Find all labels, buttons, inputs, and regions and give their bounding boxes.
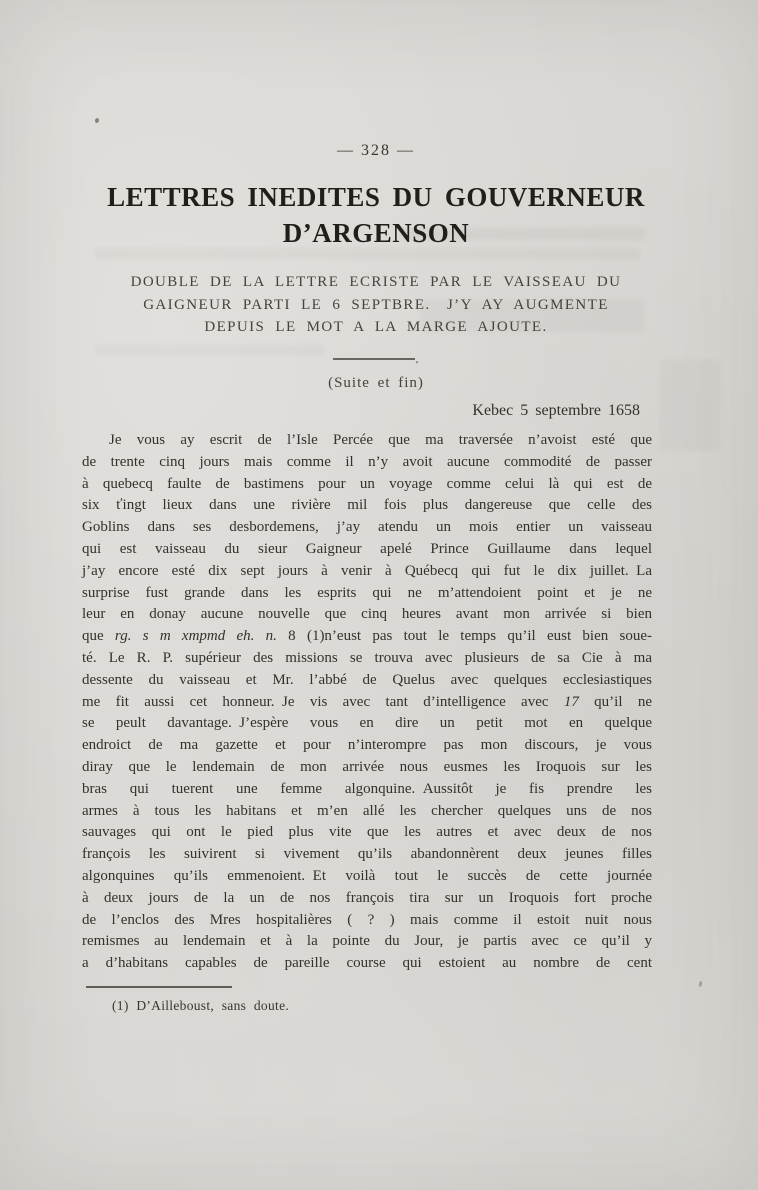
body-line: Goblins dans ses desbordemens, j’ay atendu un mois entier un vaisseau xyxy=(82,519,652,536)
body-line: que rg. s m xmpmd eh. n. 8 (1)n’eust pas tout le temps qu’il eust bien soue- xyxy=(82,628,652,645)
divider-rule xyxy=(333,358,415,360)
article-title xyxy=(91,179,661,251)
article-title-line1: LETTRES INEDITES DU GOUVERNEUR xyxy=(107,182,645,212)
body-line: françois les suivirent si vivement qu’ils abandonnèrent deux jeunes filles xyxy=(82,846,652,863)
body-line: bras qui tuerent une femme algonquine. Aussitôt je fis prendre les xyxy=(82,780,652,797)
bleedthrough-artifact xyxy=(660,360,720,450)
letter-heading-line2: GAIGNEUR PARTI LE 6 SEPTBRE. J’Y AY AUGMENTE xyxy=(143,296,609,313)
letter-body xyxy=(82,430,652,975)
body-line: Je vous ay escrit de l’Isle Percée que ma traversée n’avoist esté que xyxy=(109,432,652,448)
article-title-line2: D’ARGENSON xyxy=(282,218,470,248)
body-line: remismes au lendemain et à la pointe du Jour, je partis avec ce qu’il y xyxy=(82,933,652,950)
page-number: — 328 — xyxy=(337,142,415,159)
letter-heading xyxy=(91,271,661,339)
body-line: endroict de ma gazette et pour n’interompre pas mon discours, je vous xyxy=(82,737,652,754)
body-line: leur en donay aucune nouvelle que cinq heures avant mon arrivée si bien xyxy=(82,606,652,623)
continuation-note: (Suite et fin) xyxy=(328,375,424,391)
body-line: té. Le R. P. supérieur des missions se trouva avec plusieurs de sa Cie à ma xyxy=(82,649,652,666)
dateline: Kebec 5 septembre 1658 xyxy=(472,402,640,419)
body-line: sauvages qui ont le pied plus vite que les autres et avec deux de nos xyxy=(82,824,652,841)
body-line: dessente du vaisseau et Mr. l’abbé de Quelus avec quelques ecclesiastiques xyxy=(82,671,652,688)
page-content xyxy=(82,0,652,1190)
body-line: me fit aussi cet honneur. Je vis avec tant d’intelligence avec 17 qu’il ne xyxy=(82,693,652,710)
body-line: surprise fust grande dans les esprits qui ne m’attendoient point et je ne xyxy=(82,584,652,601)
body-line: à deux jours de la un de nos françois tira sur un Iroquois fort proche xyxy=(82,889,652,906)
section-divider xyxy=(91,350,661,368)
footnote: (1) D’Ailleboust, sans doute. xyxy=(112,998,290,1013)
body-line: diray que le lendemain de mon arrivée nous eusmes les Iroquois sur les xyxy=(82,758,652,775)
body-line: se peult davantage. J’espère vous en dire un petit mot en quelque xyxy=(82,715,652,732)
body-line: de l’enclos des Mres hospitalières ( ? ) mais comme il estoit nuit nous xyxy=(82,911,652,928)
ink-speck xyxy=(698,981,702,988)
letter-heading-line3: DEPUIS LE MOT A LA MARGE AJOUTE. xyxy=(204,319,548,335)
body-line: algonquines qu’ils emmenoient. Et voilà tout le succès de cette journée xyxy=(82,867,652,884)
body-line: à quebecq faulte de bastimens pour un voyage comme celui là qui est de xyxy=(82,475,652,492)
body-line: armes à tous les habitans et m’en allé les chercher quelques uns de nos xyxy=(82,802,652,819)
body-line: a d’habitans capables de pareille course qui estoient au nombre de cent xyxy=(82,955,652,972)
body-line: qui est vaisseau du sieur Gaigneur apelé Prince Guillaume dans lequel xyxy=(82,540,652,557)
letter-heading-line1: DOUBLE DE LA LETTRE ECRISTE PAR LE VAISSEAU DU xyxy=(130,274,622,290)
footnote-rule xyxy=(86,986,232,988)
body-line: j’ay encore esté dix sept jours à venir à Québecq qui fut le dix juillet. La xyxy=(82,562,652,579)
divider-dot: . xyxy=(415,352,419,367)
body-line: de trente cinq jours mais comme il n’y avoit aucune commodité de passer xyxy=(82,453,652,470)
body-line: six ťingt lieux dans une rivière mil fois plus dangereuse que celle des xyxy=(82,497,652,514)
